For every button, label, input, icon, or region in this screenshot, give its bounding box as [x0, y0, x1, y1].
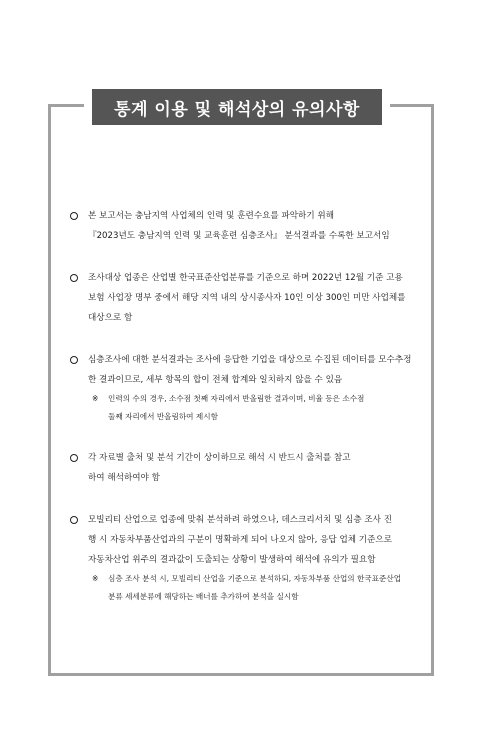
notice-line: 모빌리티 산업으로 업종에 맞춰 분석하려 하였으나, 데스크리서치 및 심층 조사 진	[88, 515, 393, 525]
notice-line: 자동차산업 위주의 결과값이 도출되는 상황이 발생하여 해석에 유의가 필요함	[88, 555, 376, 565]
footnote-line: 분류 세세분류에 해당하는 배너를 추가하여 분석을 실시함	[108, 592, 299, 601]
notice-item-3	[70, 350, 420, 426]
notice-line: 본 보고서는 충남지역 사업체의 인력 및 훈련수요를 파악하기 위해	[88, 211, 334, 221]
notice-item-4	[70, 448, 420, 488]
notice-item-5	[70, 510, 420, 606]
footnote-line: 인력의 수의 경우, 소수점 첫째 자리에서 반올림한 결과이며, 비율 등은 소수점	[108, 394, 365, 403]
footnote-line: 둘째 자리에서 반올림하여 제시함	[108, 412, 218, 421]
circle-bullet-icon	[70, 274, 78, 282]
notice-line: 보험 사업장 명부 중에서 해당 지역 내의 상시종사자 10인 이상 300인 미만 사업체를	[88, 293, 406, 303]
notice-line: 한 결과이므로, 세부 항목의 합이 전체 합계와 일치하지 않을 수 있음	[88, 375, 343, 385]
reference-mark-icon: ※	[92, 574, 99, 583]
circle-bullet-icon	[70, 356, 78, 364]
notice-line: 조사대상 업종은 산업별 한국표준산업분류를 기준으로 하며 2022년 12월 기준 고용	[88, 273, 403, 283]
circle-bullet-icon	[70, 212, 78, 220]
notice-line: 각 자료별 출처 및 분석 기간이 상이하므로 해석 시 반드시 출처를 참고	[88, 453, 351, 463]
notice-footnote	[92, 570, 420, 606]
circle-bullet-icon	[70, 516, 78, 524]
notice-item-2	[70, 268, 420, 328]
reference-mark-icon: ※	[92, 394, 99, 403]
notice-line: 『2023년도 충남지역 인력 및 교육훈련 심층조사』 분석결과를 수록한 보고서임	[88, 231, 390, 241]
circle-bullet-icon	[70, 454, 78, 462]
notice-footnote	[92, 390, 420, 426]
notice-line: 행 시 자동차부품산업과의 구분이 명확하게 되어 나오지 않아, 응답 업체 기준으로	[88, 535, 393, 545]
notice-item-1	[70, 206, 420, 246]
notice-line: 심층조사에 대한 분석결과는 조사에 응답한 기업을 대상으로 수집된 데이터를 모수추정	[88, 355, 412, 365]
page-title: 통계 이용 및 해석상의 유의사항	[92, 89, 382, 125]
notice-list	[70, 206, 420, 628]
notice-line: 하여 해석하여야 함	[88, 473, 160, 483]
notice-line: 대상으로 함	[88, 313, 133, 323]
footnote-line: 심층 조사 분석 시, 모빌리티 산업을 기준으로 분석하되, 자동차부품 산업의 한국표준산업	[108, 574, 402, 583]
